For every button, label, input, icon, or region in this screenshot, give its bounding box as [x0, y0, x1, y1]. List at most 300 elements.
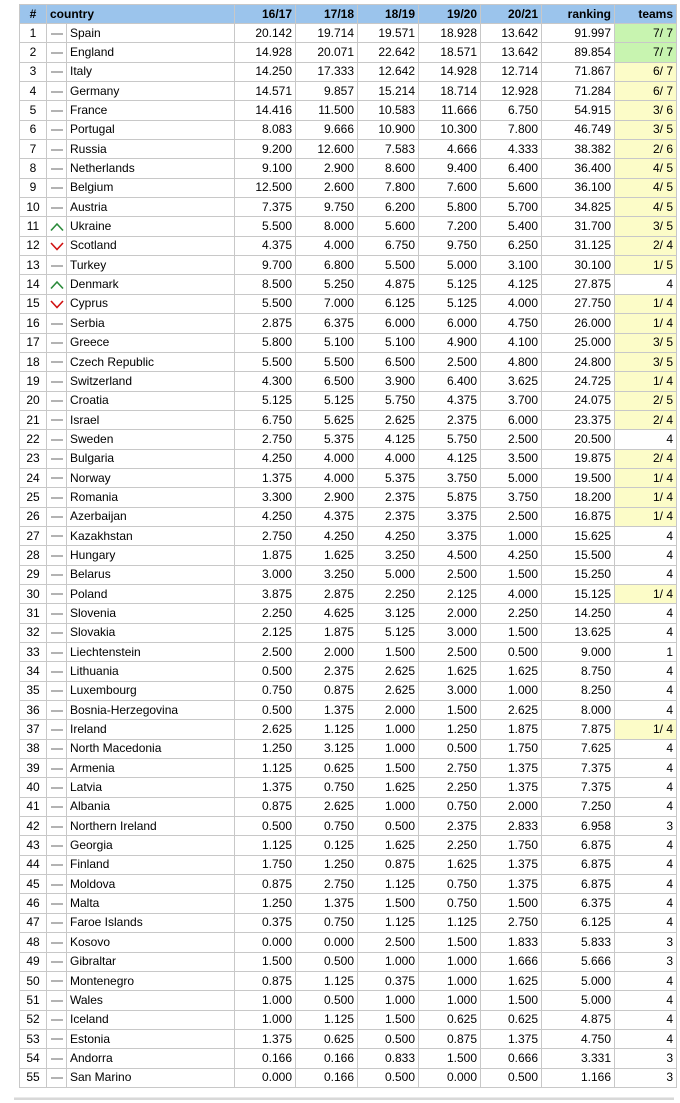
trend-cell [47, 952, 67, 971]
trend-unchanged-icon [50, 609, 64, 619]
ranking-cell: 15.125 [542, 584, 615, 603]
season-18-19-cell: 3.250 [358, 546, 419, 565]
rank-cell: 33 [20, 643, 47, 662]
season-19-20-cell: 9.750 [419, 236, 481, 255]
season-19-20-cell: 0.750 [419, 797, 481, 816]
season-18-19-cell: 7.800 [358, 178, 419, 197]
season-20-21-cell: 2.500 [481, 430, 542, 449]
header-season-16-17[interactable]: 16/17 [235, 5, 296, 24]
table-row [20, 739, 677, 758]
ranking-cell: 19.500 [542, 468, 615, 487]
ranking-cell: 26.000 [542, 314, 615, 333]
season-18-19-cell: 0.833 [358, 1049, 419, 1068]
table-row [20, 62, 677, 81]
season-20-21-cell: 4.000 [481, 294, 542, 313]
season-20-21-cell: 1.000 [481, 681, 542, 700]
teams-cell: 4/ 5 [615, 178, 677, 197]
country-cell: Serbia [67, 314, 235, 333]
country-cell: Iceland [67, 1010, 235, 1029]
trend-cell [47, 875, 67, 894]
country-cell: Andorra [67, 1049, 235, 1068]
teams-cell: 1/ 4 [615, 294, 677, 313]
trend-unchanged-icon [50, 589, 64, 599]
season-18-19-cell: 8.600 [358, 159, 419, 178]
country-cell: Liechtenstein [67, 643, 235, 662]
season-16-17-cell: 14.928 [235, 43, 296, 62]
season-16-17-cell: 1.250 [235, 894, 296, 913]
trend-cell [47, 275, 67, 294]
season-20-21-cell: 3.750 [481, 488, 542, 507]
country-cell: Northern Ireland [67, 817, 235, 836]
trend-unchanged-icon [50, 822, 64, 832]
season-18-19-cell: 3.900 [358, 372, 419, 391]
season-18-19-cell: 4.125 [358, 430, 419, 449]
season-18-19-cell: 1.500 [358, 894, 419, 913]
teams-cell: 1/ 5 [615, 256, 677, 275]
season-18-19-cell: 6.500 [358, 352, 419, 371]
season-20-21-cell: 4.250 [481, 546, 542, 565]
country-cell: Montenegro [67, 971, 235, 990]
table-row [20, 546, 677, 565]
season-20-21-cell: 2.833 [481, 817, 542, 836]
teams-cell: 2/ 4 [615, 236, 677, 255]
table-row [20, 314, 677, 333]
teams-cell: 4 [615, 701, 677, 720]
season-19-20-cell: 5.125 [419, 275, 481, 294]
ranking-cell: 54.915 [542, 101, 615, 120]
rank-cell: 27 [20, 526, 47, 545]
season-19-20-cell: 4.125 [419, 449, 481, 468]
rank-cell: 22 [20, 430, 47, 449]
season-17-18-cell: 5.125 [296, 391, 358, 410]
ranking-cell: 5.833 [542, 933, 615, 952]
trend-unchanged-icon [50, 319, 64, 329]
table-row [20, 101, 677, 120]
country-cell: England [67, 43, 235, 62]
table-row [20, 1068, 677, 1087]
season-19-20-cell: 1.125 [419, 913, 481, 932]
ranking-cell: 6.875 [542, 855, 615, 874]
trend-cell [47, 333, 67, 352]
season-18-19-cell: 4.875 [358, 275, 419, 294]
ranking-cell: 4.750 [542, 1029, 615, 1048]
ranking-cell: 27.750 [542, 294, 615, 313]
season-20-21-cell: 6.400 [481, 159, 542, 178]
country-cell: Slovakia [67, 623, 235, 642]
season-19-20-cell: 4.666 [419, 140, 481, 159]
ranking-cell: 6.958 [542, 817, 615, 836]
season-16-17-cell: 2.750 [235, 526, 296, 545]
trend-cell [47, 623, 67, 642]
season-20-21-cell: 13.642 [481, 43, 542, 62]
season-17-18-cell: 1.875 [296, 623, 358, 642]
season-20-21-cell: 1.625 [481, 971, 542, 990]
season-17-18-cell: 0.500 [296, 991, 358, 1010]
season-16-17-cell: 1.375 [235, 468, 296, 487]
trend-cell [47, 797, 67, 816]
trend-cell [47, 894, 67, 913]
season-16-17-cell: 1.000 [235, 1010, 296, 1029]
season-17-18-cell: 4.000 [296, 236, 358, 255]
season-19-20-cell: 2.750 [419, 759, 481, 778]
ranking-cell: 6.375 [542, 894, 615, 913]
rank-cell: 47 [20, 913, 47, 932]
season-17-18-cell: 2.625 [296, 797, 358, 816]
season-19-20-cell: 5.125 [419, 294, 481, 313]
country-cell: Denmark [67, 275, 235, 294]
header-season-17-18[interactable]: 17/18 [296, 5, 358, 24]
rank-cell: 34 [20, 662, 47, 681]
table-row [20, 836, 677, 855]
trend-cell [47, 662, 67, 681]
teams-cell: 2/ 4 [615, 449, 677, 468]
trend-unchanged-icon [50, 918, 64, 928]
season-20-21-cell: 1.500 [481, 565, 542, 584]
season-16-17-cell: 5.800 [235, 333, 296, 352]
table-row [20, 759, 677, 778]
ranking-cell: 5.000 [542, 971, 615, 990]
teams-cell: 4 [615, 971, 677, 990]
season-18-19-cell: 1.125 [358, 913, 419, 932]
ranking-cell: 23.375 [542, 410, 615, 429]
season-19-20-cell: 2.500 [419, 643, 481, 662]
season-18-19-cell: 5.100 [358, 333, 419, 352]
season-19-20-cell: 0.625 [419, 1010, 481, 1029]
season-19-20-cell: 18.571 [419, 43, 481, 62]
season-20-21-cell: 1.375 [481, 875, 542, 894]
teams-cell: 4 [615, 913, 677, 932]
rank-cell: 14 [20, 275, 47, 294]
teams-cell: 3/ 5 [615, 120, 677, 139]
season-18-19-cell: 1.500 [358, 759, 419, 778]
table-row [20, 643, 677, 662]
season-18-19-cell: 5.125 [358, 623, 419, 642]
country-cell: France [67, 101, 235, 120]
table-row [20, 952, 677, 971]
rank-cell: 6 [20, 120, 47, 139]
table-row [20, 855, 677, 874]
trend-cell [47, 24, 67, 43]
season-19-20-cell: 7.200 [419, 217, 481, 236]
trend-unchanged-icon [50, 860, 64, 870]
table-row [20, 275, 677, 294]
table-row [20, 1049, 677, 1068]
season-17-18-cell: 9.666 [296, 120, 358, 139]
season-18-19-cell: 1.000 [358, 720, 419, 739]
table-row [20, 913, 677, 932]
season-20-21-cell: 3.625 [481, 372, 542, 391]
teams-cell: 4 [615, 836, 677, 855]
season-16-17-cell: 14.416 [235, 101, 296, 120]
season-20-21-cell: 3.700 [481, 391, 542, 410]
season-16-17-cell: 4.250 [235, 449, 296, 468]
season-17-18-cell: 6.375 [296, 314, 358, 333]
rank-cell: 17 [20, 333, 47, 352]
header-season-18-19[interactable]: 18/19 [358, 5, 419, 24]
trend-unchanged-icon [50, 1054, 64, 1064]
teams-cell: 3 [615, 1068, 677, 1087]
teams-cell: 4 [615, 855, 677, 874]
trend-unchanged-icon [50, 899, 64, 909]
season-20-21-cell: 1.000 [481, 526, 542, 545]
season-17-18-cell: 3.125 [296, 739, 358, 758]
header-season-19-20[interactable]: 19/20 [419, 5, 481, 24]
trend-cell [47, 759, 67, 778]
table-row [20, 468, 677, 487]
trend-cell [47, 817, 67, 836]
teams-cell: 4 [615, 662, 677, 681]
season-17-18-cell: 5.250 [296, 275, 358, 294]
teams-cell: 1/ 4 [615, 584, 677, 603]
country-cell: Austria [67, 198, 235, 217]
header-ranking[interactable]: ranking [542, 5, 615, 24]
season-18-19-cell: 6.200 [358, 198, 419, 217]
trend-unchanged-icon [50, 48, 64, 58]
rank-cell: 1 [20, 24, 47, 43]
season-16-17-cell: 2.500 [235, 643, 296, 662]
country-cell: Belgium [67, 178, 235, 197]
season-19-20-cell: 14.928 [419, 62, 481, 81]
trend-cell [47, 159, 67, 178]
rank-cell: 19 [20, 372, 47, 391]
season-19-20-cell: 2.250 [419, 836, 481, 855]
teams-cell: 3/ 6 [615, 101, 677, 120]
country-cell: Spain [67, 24, 235, 43]
country-cell: Estonia [67, 1029, 235, 1048]
season-20-21-cell: 1.750 [481, 836, 542, 855]
season-18-19-cell: 10.900 [358, 120, 419, 139]
table-body [20, 24, 677, 1088]
rank-cell: 29 [20, 565, 47, 584]
season-17-18-cell: 2.000 [296, 643, 358, 662]
teams-cell: 4 [615, 546, 677, 565]
season-16-17-cell: 4.250 [235, 507, 296, 526]
ranking-cell: 14.250 [542, 604, 615, 623]
ranking-cell: 36.100 [542, 178, 615, 197]
trend-unchanged-icon [50, 706, 64, 716]
season-17-18-cell: 0.125 [296, 836, 358, 855]
trend-unchanged-icon [50, 686, 64, 696]
season-16-17-cell: 1.375 [235, 778, 296, 797]
season-16-17-cell: 5.500 [235, 217, 296, 236]
rank-cell: 41 [20, 797, 47, 816]
country-cell: Armenia [67, 759, 235, 778]
country-cell: Romania [67, 488, 235, 507]
season-17-18-cell: 4.625 [296, 604, 358, 623]
rank-cell: 24 [20, 468, 47, 487]
country-cell: Faroe Islands [67, 913, 235, 932]
season-17-18-cell: 1.375 [296, 894, 358, 913]
season-19-20-cell: 1.625 [419, 662, 481, 681]
ranking-cell: 7.625 [542, 739, 615, 758]
trend-cell [47, 1010, 67, 1029]
season-20-21-cell: 4.333 [481, 140, 542, 159]
country-cell: Ireland [67, 720, 235, 739]
trend-cell [47, 584, 67, 603]
country-cell: Italy [67, 62, 235, 81]
season-19-20-cell: 1.500 [419, 701, 481, 720]
trend-cell [47, 294, 67, 313]
teams-cell: 1/ 4 [615, 720, 677, 739]
country-cell: Kazakhstan [67, 526, 235, 545]
header-country[interactable]: country [47, 5, 235, 24]
season-16-17-cell: 2.250 [235, 604, 296, 623]
trend-unchanged-icon [50, 802, 64, 812]
season-17-18-cell: 4.000 [296, 449, 358, 468]
season-20-21-cell: 6.750 [481, 101, 542, 120]
ranking-cell: 7.375 [542, 778, 615, 797]
season-17-18-cell: 1.125 [296, 971, 358, 990]
season-19-20-cell: 0.000 [419, 1068, 481, 1087]
season-16-17-cell: 1.875 [235, 546, 296, 565]
teams-cell: 3 [615, 817, 677, 836]
table-row [20, 894, 677, 913]
season-18-19-cell: 2.625 [358, 662, 419, 681]
season-17-18-cell: 0.750 [296, 778, 358, 797]
ranking-cell: 13.625 [542, 623, 615, 642]
ranking-cell: 31.125 [542, 236, 615, 255]
trend-cell [47, 256, 67, 275]
trend-unchanged-icon [50, 512, 64, 522]
teams-cell: 4 [615, 797, 677, 816]
season-19-20-cell: 6.400 [419, 372, 481, 391]
trend-cell [47, 991, 67, 1010]
header-season-20-21[interactable]: 20/21 [481, 5, 542, 24]
table-row [20, 1010, 677, 1029]
trend-cell [47, 1029, 67, 1048]
table-row [20, 352, 677, 371]
ranking-table-container [19, 4, 676, 1088]
ranking-cell: 8.750 [542, 662, 615, 681]
country-cell: Latvia [67, 778, 235, 797]
trend-cell [47, 314, 67, 333]
country-cell: Portugal [67, 120, 235, 139]
table-row [20, 178, 677, 197]
season-17-18-cell: 6.500 [296, 372, 358, 391]
season-16-17-cell: 7.375 [235, 198, 296, 217]
rank-cell: 13 [20, 256, 47, 275]
rank-cell: 11 [20, 217, 47, 236]
season-19-20-cell: 1.500 [419, 933, 481, 952]
teams-cell: 4 [615, 894, 677, 913]
trend-unchanged-icon [50, 87, 64, 97]
trend-unchanged-icon [50, 357, 64, 367]
season-17-18-cell: 1.125 [296, 1010, 358, 1029]
trend-up-icon [50, 280, 64, 290]
season-17-18-cell: 5.375 [296, 430, 358, 449]
season-19-20-cell: 10.300 [419, 120, 481, 139]
season-19-20-cell: 2.500 [419, 352, 481, 371]
table-row [20, 449, 677, 468]
season-18-19-cell: 2.625 [358, 410, 419, 429]
ranking-cell: 6.125 [542, 913, 615, 932]
season-16-17-cell: 8.500 [235, 275, 296, 294]
trend-cell [47, 140, 67, 159]
teams-cell: 3/ 5 [615, 352, 677, 371]
table-row [20, 971, 677, 990]
season-17-18-cell: 0.000 [296, 933, 358, 952]
page-bottom-divider [14, 1097, 674, 1100]
country-cell: Scotland [67, 236, 235, 255]
trend-unchanged-icon [50, 67, 64, 77]
trend-cell [47, 468, 67, 487]
season-19-20-cell: 2.000 [419, 604, 481, 623]
trend-unchanged-icon [50, 164, 64, 174]
season-20-21-cell: 5.000 [481, 468, 542, 487]
trend-cell [47, 507, 67, 526]
country-cell: Azerbaijan [67, 507, 235, 526]
rank-cell: 39 [20, 759, 47, 778]
season-17-18-cell: 4.250 [296, 526, 358, 545]
season-17-18-cell: 5.500 [296, 352, 358, 371]
trend-cell [47, 82, 67, 101]
ranking-cell: 7.375 [542, 759, 615, 778]
country-cell: Malta [67, 894, 235, 913]
season-17-18-cell: 0.500 [296, 952, 358, 971]
season-18-19-cell: 1.625 [358, 836, 419, 855]
season-16-17-cell: 14.250 [235, 62, 296, 81]
teams-cell: 7/ 7 [615, 43, 677, 62]
season-19-20-cell: 2.500 [419, 565, 481, 584]
rank-cell: 2 [20, 43, 47, 62]
trend-cell [47, 178, 67, 197]
season-20-21-cell: 6.250 [481, 236, 542, 255]
rank-cell: 3 [20, 62, 47, 81]
season-17-18-cell: 11.500 [296, 101, 358, 120]
season-18-19-cell: 5.500 [358, 256, 419, 275]
season-18-19-cell: 2.000 [358, 701, 419, 720]
header-teams[interactable]: teams [615, 5, 677, 24]
season-16-17-cell: 0.750 [235, 681, 296, 700]
header-rank[interactable]: # [20, 5, 47, 24]
season-20-21-cell: 1.375 [481, 778, 542, 797]
trend-cell [47, 913, 67, 932]
rank-cell: 45 [20, 875, 47, 894]
teams-cell: 1/ 4 [615, 507, 677, 526]
trend-cell [47, 701, 67, 720]
season-19-20-cell: 6.000 [419, 314, 481, 333]
season-17-18-cell: 5.100 [296, 333, 358, 352]
rank-cell: 20 [20, 391, 47, 410]
table-row [20, 507, 677, 526]
season-17-18-cell: 0.750 [296, 913, 358, 932]
trend-unchanged-icon [50, 744, 64, 754]
rank-cell: 53 [20, 1029, 47, 1048]
season-19-20-cell: 18.928 [419, 24, 481, 43]
season-17-18-cell: 9.857 [296, 82, 358, 101]
season-20-21-cell: 12.714 [481, 62, 542, 81]
season-17-18-cell: 4.000 [296, 468, 358, 487]
trend-unchanged-icon [50, 29, 64, 39]
season-16-17-cell: 14.571 [235, 82, 296, 101]
season-20-21-cell: 1.833 [481, 933, 542, 952]
season-16-17-cell: 0.000 [235, 933, 296, 952]
country-cell: Sweden [67, 430, 235, 449]
trend-unchanged-icon [50, 125, 64, 135]
season-16-17-cell: 0.875 [235, 875, 296, 894]
ranking-cell: 24.725 [542, 372, 615, 391]
table-row [20, 623, 677, 642]
teams-cell: 3 [615, 933, 677, 952]
season-18-19-cell: 0.500 [358, 817, 419, 836]
season-17-18-cell: 12.600 [296, 140, 358, 159]
trend-cell [47, 643, 67, 662]
season-16-17-cell: 0.500 [235, 817, 296, 836]
season-20-21-cell: 5.600 [481, 178, 542, 197]
trend-unchanged-icon [50, 976, 64, 986]
rank-cell: 55 [20, 1068, 47, 1087]
country-cell: Lithuania [67, 662, 235, 681]
